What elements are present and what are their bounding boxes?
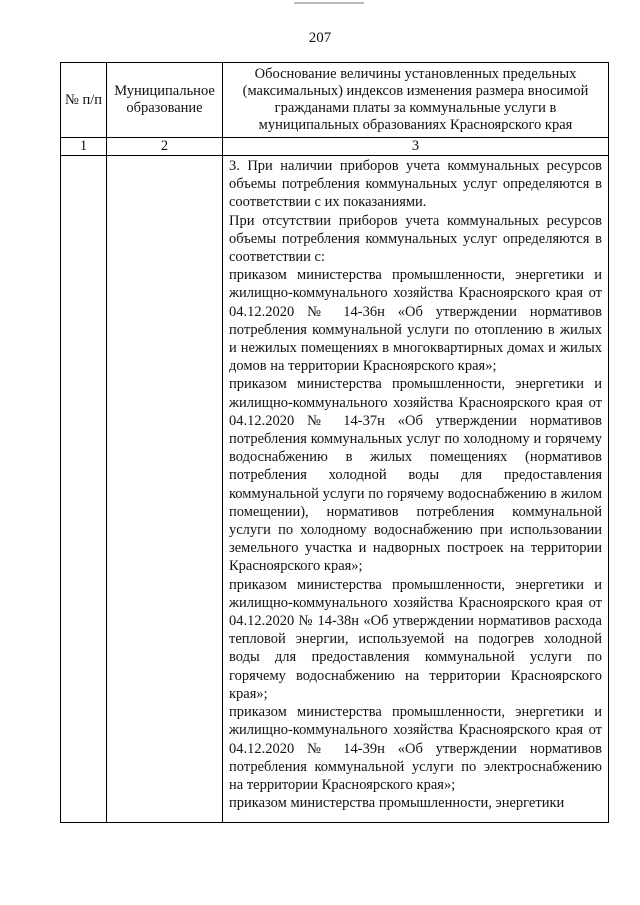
paragraph: 3. При наличии приборов учета коммунальных ресурсов объемы потребления коммунальных услуг определяются в соответствии с их показаниями. [229, 158, 602, 211]
page-number: 207 [308, 30, 332, 46]
paragraph: приказом министерства промышленности, энергетики и жилищно-коммунального хозяйства Красноярского края от 04.12.2020 № 14-39н «Об утверждении нормативов потребления коммунальной услуги по электроснабжению на территории Красноярского края»; [229, 704, 602, 793]
header-municipality: Муниципальное образование [107, 63, 223, 138]
scan-mark [294, 2, 364, 4]
paragraph: При отсутствии приборов учета коммунальных ресурсов объемы потребления коммунальных услуг определяются в соответствии с: [229, 212, 602, 266]
paragraph: приказом министерства промышленности, энергетики и жилищно-коммунального хозяйства Красноярского края от 04.12.2020 № 14-36н «Об утверждении нормативов потребления коммунальной услуги по отоплению в жилых и нежилых помещениях в многоквартирных домах и жилых домов на территории Красноярского края»; [229, 267, 602, 375]
column-numbers-row [61, 138, 609, 156]
row-number-cell [61, 156, 107, 823]
paragraph: приказом министерства промышленности, энергетики [229, 795, 565, 812]
table-row [61, 156, 609, 823]
indices-table [60, 62, 609, 823]
header-justification: Обоснование величины установленных предельных (максимальных) индексов изменения размера вносимой гражданами платы за коммунальные услуги в муниципальных образованиях Красноярского края [223, 63, 609, 138]
paragraph: приказом министерства промышленности, энергетики и жилищно-коммунального хозяйства Красноярского края от 04.12.2020 № 14-37н «Об утверждении нормативов потребления коммунальных услуг по холодному и горячему водоснабжению в жилых помещениях (нормативов потребления холодной воды для предоставления коммунальной услуги по горячему водоснабжению в жилом помещении), нормативов потребления коммунальной услуги по холодному водоснабжению при использовании земельного участка и надворных построек на территории Красноярского края»; [229, 376, 602, 575]
column-number-3: 3 [223, 138, 609, 156]
header-number: № п/п [61, 63, 107, 138]
column-number-2: 2 [107, 138, 223, 156]
column-number-1: 1 [61, 138, 107, 156]
paragraph: приказом министерства промышленности, энергетики и жилищно-коммунального хозяйства Красноярского края от 04.12.2020 № 14-38н «Об утверждении нормативов расхода тепловой энергии, используемой на подогрев холодной воды для предоставления коммунальной услуги по горячему водоснабжению на территории Красноярского края»; [229, 576, 602, 702]
row-justification-cell [223, 156, 609, 823]
row-municipality-cell [107, 156, 223, 823]
table-header-row [61, 63, 609, 138]
